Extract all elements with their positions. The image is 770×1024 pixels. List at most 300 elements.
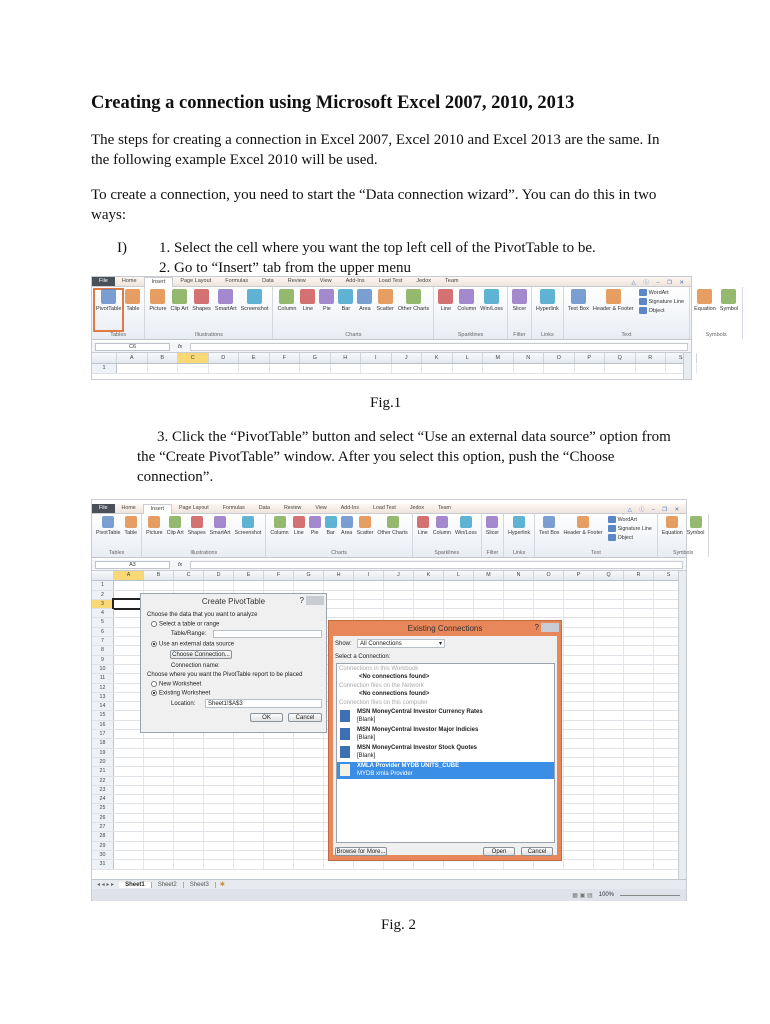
cell[interactable] — [594, 684, 624, 692]
cell[interactable] — [234, 795, 264, 803]
cell[interactable] — [564, 851, 594, 859]
cell[interactable] — [624, 814, 654, 822]
column-header[interactable]: Q — [605, 353, 636, 363]
ribbon-button-equation[interactable] — [692, 289, 718, 331]
cell[interactable] — [234, 823, 264, 831]
cell[interactable] — [594, 693, 624, 701]
cell[interactable] — [564, 758, 594, 766]
column-header[interactable]: G — [300, 353, 331, 363]
cell[interactable] — [114, 795, 144, 803]
cell[interactable] — [114, 860, 144, 868]
cell[interactable] — [624, 832, 654, 840]
cell[interactable] — [264, 777, 294, 785]
cell[interactable] — [204, 842, 234, 850]
cell[interactable] — [594, 758, 624, 766]
cell[interactable] — [624, 786, 654, 794]
row-header[interactable]: 13 — [92, 693, 114, 701]
cell[interactable] — [144, 758, 174, 766]
cell[interactable] — [361, 364, 392, 373]
cell[interactable] — [504, 591, 534, 599]
cell[interactable] — [564, 832, 594, 840]
cell[interactable] — [594, 646, 624, 654]
cell[interactable] — [148, 364, 179, 373]
cell[interactable] — [594, 702, 624, 710]
tab-data[interactable]: Data — [258, 505, 270, 511]
ribbon-button-pivottable[interactable] — [94, 516, 122, 549]
ok-button[interactable]: OK — [250, 713, 283, 722]
cell[interactable] — [564, 656, 594, 664]
name-box[interactable]: A3 — [95, 561, 170, 569]
cell[interactable] — [474, 860, 504, 868]
window-controls[interactable]: △ ⓘ – ❐ ✕ — [631, 279, 687, 286]
cell[interactable] — [564, 628, 594, 636]
cell[interactable] — [174, 786, 204, 794]
cell[interactable] — [474, 581, 504, 589]
cell[interactable] — [564, 777, 594, 785]
ribbon-button-object[interactable] — [608, 534, 652, 541]
ribbon-button-column[interactable] — [275, 289, 298, 331]
cell[interactable] — [564, 637, 594, 645]
row-header[interactable]: 19 — [92, 749, 114, 757]
cell[interactable] — [564, 860, 594, 868]
cell[interactable] — [594, 581, 624, 589]
cell[interactable] — [294, 860, 324, 868]
ribbon-button-equation[interactable] — [660, 516, 685, 549]
cancel-button[interactable]: Cancel — [521, 847, 553, 856]
cell[interactable] — [174, 832, 204, 840]
cell[interactable] — [666, 364, 697, 373]
cell[interactable] — [204, 786, 234, 794]
cell[interactable] — [564, 674, 594, 682]
radio-new-worksheet[interactable] — [151, 681, 201, 689]
column-header[interactable]: M — [483, 353, 514, 363]
ribbon-button-clip-art[interactable] — [169, 289, 191, 331]
cell[interactable] — [544, 364, 575, 373]
cell[interactable] — [624, 637, 654, 645]
ribbon-button-picture[interactable] — [144, 516, 165, 549]
sheet-tab-sheet1[interactable]: Sheet1 — [119, 882, 152, 888]
cell[interactable] — [624, 581, 654, 589]
cell[interactable] — [624, 702, 654, 710]
tab-home[interactable]: Home — [121, 505, 136, 511]
cell[interactable] — [564, 591, 594, 599]
cell[interactable] — [264, 851, 294, 859]
row-header[interactable]: 21 — [92, 767, 114, 775]
ribbon-button-hyperlink[interactable] — [506, 516, 532, 549]
location-input[interactable]: Sheet1!$A$3 — [205, 699, 322, 708]
cell[interactable] — [564, 721, 594, 729]
ribbon-button-bar[interactable] — [323, 516, 339, 549]
cell[interactable] — [392, 364, 423, 373]
ribbon-button-hyperlink[interactable] — [534, 289, 561, 331]
zoom-slider[interactable] — [620, 895, 680, 896]
cell[interactable] — [264, 749, 294, 757]
cell[interactable] — [624, 749, 654, 757]
column-header[interactable]: I — [361, 353, 392, 363]
cell[interactable] — [144, 581, 174, 589]
cell[interactable] — [174, 581, 204, 589]
cell[interactable] — [594, 656, 624, 664]
cell[interactable] — [636, 364, 667, 373]
cell[interactable] — [624, 851, 654, 859]
cell[interactable] — [264, 786, 294, 794]
cell[interactable] — [474, 591, 504, 599]
connection-item[interactable] — [337, 762, 554, 779]
cell[interactable] — [414, 591, 444, 599]
cell[interactable] — [594, 618, 624, 626]
cell[interactable] — [174, 767, 204, 775]
cell[interactable] — [234, 777, 264, 785]
cell[interactable] — [264, 739, 294, 747]
cell[interactable] — [174, 860, 204, 868]
ribbon-button-column[interactable] — [455, 289, 478, 331]
column-header[interactable]: F — [270, 353, 301, 363]
cell[interactable] — [114, 777, 144, 785]
row-header[interactable]: 1 — [92, 581, 114, 589]
column-header[interactable]: C — [174, 571, 204, 580]
row-header[interactable]: 22 — [92, 777, 114, 785]
cell[interactable] — [234, 851, 264, 859]
cell[interactable] — [594, 591, 624, 599]
cell[interactable] — [294, 758, 324, 766]
column-header[interactable]: N — [514, 353, 545, 363]
cell[interactable] — [594, 637, 624, 645]
cell[interactable] — [384, 860, 414, 868]
ribbon-button-pivottable[interactable] — [94, 289, 123, 331]
tab-home[interactable]: Home — [121, 278, 137, 284]
cell[interactable] — [624, 730, 654, 738]
column-header[interactable]: S — [654, 571, 684, 580]
tab-review[interactable]: Review — [283, 505, 302, 511]
cell[interactable] — [564, 618, 594, 626]
connection-item[interactable] — [337, 744, 554, 761]
help-button[interactable]: ? — [299, 596, 304, 605]
cell[interactable] — [354, 581, 384, 589]
column-header[interactable]: Q — [594, 571, 624, 580]
row-header[interactable]: 11 — [92, 674, 114, 682]
cell[interactable] — [354, 600, 384, 608]
ribbon-button-other-charts[interactable] — [375, 516, 409, 549]
ribbon-button-area[interactable] — [339, 516, 355, 549]
cell[interactable] — [564, 823, 594, 831]
cell[interactable] — [624, 823, 654, 831]
ribbon-button-wordart[interactable] — [608, 516, 652, 523]
column-header[interactable]: B — [144, 571, 174, 580]
row-header[interactable]: 10 — [92, 665, 114, 673]
vertical-scrollbar[interactable] — [683, 353, 691, 379]
cell[interactable] — [144, 739, 174, 747]
cell[interactable] — [331, 364, 362, 373]
cell[interactable] — [474, 609, 504, 617]
cell[interactable] — [144, 804, 174, 812]
cell[interactable] — [594, 832, 624, 840]
cell[interactable] — [594, 665, 624, 673]
cell[interactable] — [564, 600, 594, 608]
ribbon-button-slicer[interactable] — [484, 516, 501, 549]
column-header[interactable]: K — [422, 353, 453, 363]
cell[interactable] — [234, 739, 264, 747]
ribbon-button-shapes[interactable] — [190, 289, 213, 331]
tab-data[interactable]: Data — [262, 278, 274, 284]
row-header[interactable]: 9 — [92, 656, 114, 664]
view-buttons[interactable]: ▦ ▣ ▤ — [572, 892, 593, 899]
cell[interactable] — [178, 364, 209, 373]
cell[interactable] — [144, 749, 174, 757]
cell[interactable] — [422, 364, 453, 373]
cell[interactable] — [234, 581, 264, 589]
cell[interactable] — [564, 581, 594, 589]
column-header[interactable]: P — [575, 353, 606, 363]
cell[interactable] — [294, 581, 324, 589]
row-header[interactable]: 18 — [92, 739, 114, 747]
cell[interactable] — [324, 591, 354, 599]
window-controls[interactable]: △ ⓘ – ❐ ✕ — [627, 506, 682, 513]
cell[interactable] — [144, 860, 174, 868]
cell[interactable] — [384, 591, 414, 599]
tab-insert[interactable]: Insert — [144, 277, 174, 287]
row-header[interactable]: 17 — [92, 730, 114, 738]
cell[interactable] — [594, 711, 624, 719]
cell[interactable] — [144, 832, 174, 840]
ribbon-button-signature-line[interactable] — [639, 298, 684, 305]
cell[interactable] — [174, 749, 204, 757]
cell[interactable] — [594, 674, 624, 682]
cell[interactable] — [594, 767, 624, 775]
cell[interactable] — [294, 795, 324, 803]
cell[interactable] — [114, 814, 144, 822]
ribbon-button-table[interactable] — [123, 289, 142, 331]
select-all-corner[interactable] — [92, 353, 117, 363]
ribbon-button-shapes[interactable] — [186, 516, 208, 549]
column-header[interactable]: A — [117, 353, 148, 363]
cell[interactable] — [264, 804, 294, 812]
cell[interactable] — [264, 581, 294, 589]
cell[interactable] — [594, 609, 624, 617]
cell[interactable] — [564, 730, 594, 738]
cell[interactable] — [534, 860, 564, 868]
cell[interactable] — [174, 842, 204, 850]
column-header[interactable]: F — [264, 571, 294, 580]
cell[interactable] — [144, 814, 174, 822]
cell[interactable] — [294, 842, 324, 850]
cell[interactable] — [384, 600, 414, 608]
cell[interactable] — [414, 581, 444, 589]
cell[interactable] — [204, 795, 234, 803]
cell[interactable] — [414, 609, 444, 617]
cell[interactable] — [414, 860, 444, 868]
cell[interactable] — [594, 851, 624, 859]
ribbon-button-line[interactable] — [291, 516, 307, 549]
cell[interactable] — [624, 665, 654, 673]
column-header[interactable]: P — [564, 571, 594, 580]
cell[interactable] — [294, 777, 324, 785]
column-header[interactable]: G — [294, 571, 324, 580]
cell[interactable] — [624, 842, 654, 850]
help-button[interactable]: ? — [534, 623, 539, 632]
cell[interactable] — [594, 823, 624, 831]
row-header[interactable]: 3 — [92, 600, 114, 608]
cell[interactable] — [564, 804, 594, 812]
cell[interactable] — [174, 851, 204, 859]
cell[interactable] — [324, 860, 354, 868]
cell[interactable] — [534, 581, 564, 589]
column-header[interactable]: A — [114, 571, 144, 580]
cell[interactable] — [594, 804, 624, 812]
cell[interactable] — [204, 860, 234, 868]
cell[interactable] — [264, 795, 294, 803]
cell[interactable] — [294, 749, 324, 757]
cell[interactable] — [564, 711, 594, 719]
column-header[interactable]: C — [178, 353, 209, 363]
ribbon-button-bar[interactable] — [336, 289, 355, 331]
cell[interactable] — [624, 628, 654, 636]
tab-add-ins[interactable]: Add-Ins — [340, 505, 359, 511]
cell[interactable] — [114, 804, 144, 812]
radio-external-source[interactable] — [151, 641, 234, 649]
cell[interactable] — [174, 823, 204, 831]
tab-file[interactable]: File — [92, 277, 115, 286]
ribbon-button-column[interactable] — [431, 516, 453, 549]
cell[interactable] — [114, 786, 144, 794]
row-header[interactable]: 16 — [92, 721, 114, 729]
ribbon-button-symbol[interactable] — [718, 289, 740, 331]
column-header[interactable]: E — [239, 353, 270, 363]
column-header[interactable]: K — [414, 571, 444, 580]
tab-team[interactable]: Team — [445, 278, 459, 284]
column-header[interactable]: L — [444, 571, 474, 580]
row-header[interactable]: 26 — [92, 814, 114, 822]
cell[interactable] — [294, 823, 324, 831]
column-header[interactable]: O — [534, 571, 564, 580]
cell[interactable] — [294, 814, 324, 822]
tab-team[interactable]: Team — [438, 505, 451, 511]
cell[interactable] — [204, 804, 234, 812]
row-header[interactable]: 4 — [92, 609, 114, 617]
cell[interactable] — [204, 777, 234, 785]
cell[interactable] — [174, 739, 204, 747]
cell[interactable] — [624, 804, 654, 812]
cell[interactable] — [534, 609, 564, 617]
row-header[interactable]: 15 — [92, 711, 114, 719]
cell[interactable] — [204, 832, 234, 840]
cell[interactable] — [264, 832, 294, 840]
vertical-scrollbar[interactable] — [678, 571, 686, 900]
open-button[interactable]: Open — [483, 847, 515, 856]
cell[interactable] — [144, 851, 174, 859]
connection-item[interactable] — [337, 726, 554, 743]
cell[interactable] — [444, 591, 474, 599]
cell[interactable] — [624, 739, 654, 747]
ribbon-button-screenshot[interactable] — [239, 289, 271, 331]
cell[interactable] — [264, 842, 294, 850]
cell[interactable] — [114, 767, 144, 775]
ribbon-button-pie[interactable] — [307, 516, 323, 549]
column-header[interactable]: D — [204, 571, 234, 580]
cell[interactable] — [624, 693, 654, 701]
table-range-input[interactable] — [213, 630, 322, 638]
connection-item[interactable] — [337, 708, 554, 725]
cell[interactable] — [624, 777, 654, 785]
ribbon-button-smartart[interactable] — [213, 289, 239, 331]
cell[interactable] — [209, 364, 240, 373]
cell[interactable] — [594, 786, 624, 794]
cell[interactable] — [264, 814, 294, 822]
cell[interactable] — [204, 767, 234, 775]
cell[interactable] — [204, 758, 234, 766]
cell[interactable] — [294, 786, 324, 794]
ribbon-button-scatter[interactable] — [374, 289, 395, 331]
cell[interactable] — [264, 860, 294, 868]
cell[interactable] — [234, 804, 264, 812]
cell[interactable] — [294, 767, 324, 775]
tab-load-test[interactable]: Load Test — [373, 505, 396, 511]
cell[interactable] — [294, 832, 324, 840]
cell[interactable] — [117, 364, 148, 373]
cell[interactable] — [174, 814, 204, 822]
radio-select-table[interactable] — [151, 621, 219, 629]
cell[interactable] — [483, 364, 514, 373]
formula-input[interactable] — [190, 343, 688, 351]
radio-existing-worksheet[interactable] — [151, 690, 210, 698]
cell[interactable] — [624, 721, 654, 729]
ribbon-button-line[interactable] — [298, 289, 317, 331]
cell[interactable] — [114, 851, 144, 859]
column-header[interactable]: S — [666, 353, 697, 363]
cell[interactable] — [564, 684, 594, 692]
cell[interactable] — [144, 823, 174, 831]
cell[interactable] — [564, 609, 594, 617]
cell[interactable] — [114, 842, 144, 850]
tab-load-test[interactable]: Load Test — [378, 278, 403, 284]
column-header[interactable]: R — [636, 353, 667, 363]
cell[interactable] — [204, 851, 234, 859]
cell[interactable] — [624, 684, 654, 692]
cell[interactable] — [354, 591, 384, 599]
cell[interactable] — [564, 739, 594, 747]
ribbon-button-pie[interactable] — [317, 289, 336, 331]
cell[interactable] — [114, 832, 144, 840]
cell[interactable] — [624, 618, 654, 626]
close-button[interactable] — [541, 623, 559, 632]
tab-insert[interactable]: Insert — [143, 504, 172, 514]
cell[interactable] — [114, 581, 144, 589]
cell[interactable] — [174, 777, 204, 785]
cell[interactable] — [624, 767, 654, 775]
cell[interactable] — [564, 814, 594, 822]
tab-review[interactable]: Review — [287, 278, 306, 284]
ribbon-button-line[interactable] — [415, 516, 431, 549]
row-header[interactable]: 25 — [92, 804, 114, 812]
sheet-tab-sheet3[interactable]: Sheet3 — [184, 882, 216, 888]
column-header[interactable]: L — [453, 353, 484, 363]
ribbon-button-clip-art[interactable] — [165, 516, 186, 549]
row-header[interactable]: 31 — [92, 860, 114, 868]
cell[interactable] — [114, 739, 144, 747]
cell[interactable] — [624, 711, 654, 719]
ribbon-button-text-box[interactable] — [537, 516, 561, 549]
ribbon-button-other-charts[interactable] — [396, 289, 431, 331]
sheet-nav-arrows[interactable]: ◂ ◂ ▸ ▸ — [97, 882, 115, 888]
cell[interactable] — [444, 581, 474, 589]
choose-connection-button[interactable]: Choose Connection... — [170, 650, 232, 659]
show-select[interactable] — [357, 639, 445, 648]
ribbon-button-symbol[interactable] — [685, 516, 707, 549]
cell[interactable] — [453, 364, 484, 373]
column-header[interactable]: O — [544, 353, 575, 363]
row-header[interactable]: 5 — [92, 618, 114, 626]
cell[interactable] — [564, 749, 594, 757]
cell[interactable] — [605, 364, 636, 373]
